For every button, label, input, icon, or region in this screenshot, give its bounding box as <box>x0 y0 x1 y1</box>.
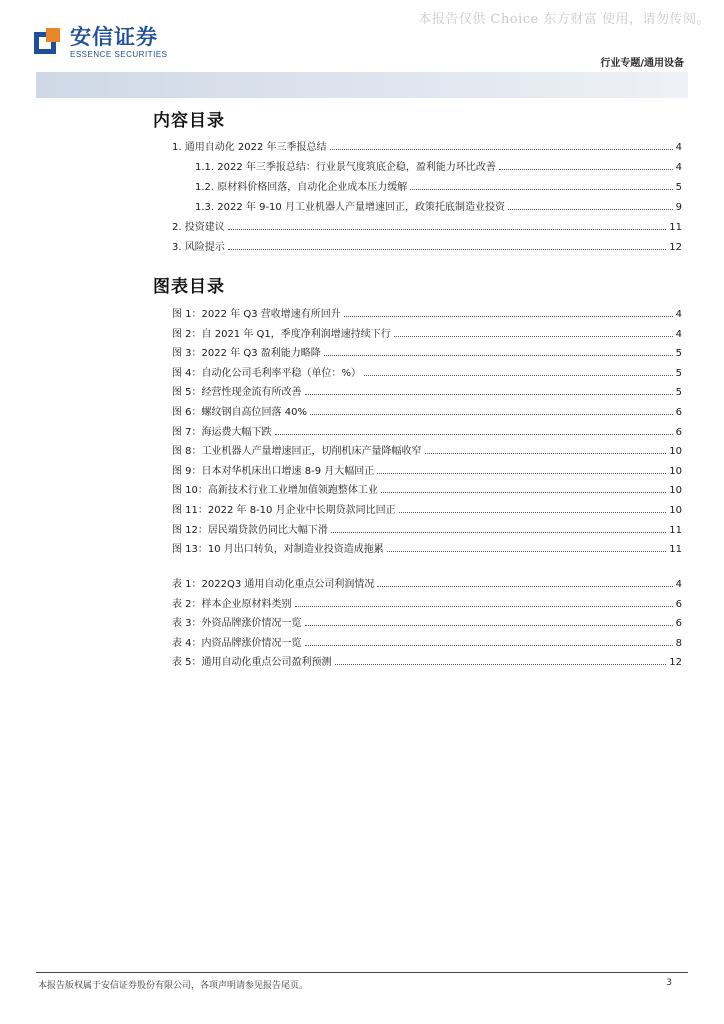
toc-item[interactable]: 1. 通用自动化 2022 年三季报总结 4 <box>172 137 682 157</box>
table-item[interactable]: 表 1：2022Q3 通用自动化重点公司利润情况 4 <box>172 575 682 595</box>
table-item[interactable]: 表 4：内资品牌涨价情况一览 8 <box>172 634 682 654</box>
watermark: 本报告仅供 Choice 东方财富 使用，请勿传阅。 <box>418 12 710 27</box>
figure-item[interactable]: 图 6：螺纹钢自高位回落 40% 6 <box>172 403 682 423</box>
toc-item[interactable]: 1.3. 2022 年 9-10 月工业机器人产量增速回正，政策托底制造业投资 9 <box>172 197 682 217</box>
toc-item[interactable]: 1.2. 原材料价格回落，自动化企业成本压力缓解 5 <box>172 177 682 197</box>
table-item[interactable]: 表 2：样本企业原材料类别 6 <box>172 595 682 615</box>
toc-item[interactable]: 3. 风险提示 12 <box>172 237 682 257</box>
header-band <box>36 72 688 98</box>
figures-list <box>172 305 682 560</box>
footer-divider <box>36 972 688 973</box>
table-item[interactable]: 表 5：通用自动化重点公司盈利预测 12 <box>172 653 682 673</box>
figure-item[interactable]: 图 11：2022 年 8-10 月企业中长期贷款同比回正 10 <box>172 501 682 521</box>
report-category: 行业专题/通用设备 <box>600 58 684 69</box>
logo-icon <box>34 28 64 58</box>
figure-item[interactable]: 图 5：经营性现金流有所改善 5 <box>172 383 682 403</box>
footer-disclaimer: 本报告版权属于安信证券股份有限公司，各项声明请参见报告尾页。 <box>38 981 309 991</box>
page-number: 3 <box>666 978 672 988</box>
figure-item[interactable]: 图 3：2022 年 Q3 盈利能力略降 5 <box>172 344 682 364</box>
figure-item[interactable]: 图 1：2022 年 Q3 营收增速有所回升 4 <box>172 305 682 325</box>
brand-name-cn: 安信证券 <box>70 25 158 49</box>
contents-title: 内容目录 <box>153 111 225 131</box>
toc-item[interactable]: 1.1. 2022 年三季报总结：行业景气度筑底企稳，盈利能力环比改善 4 <box>172 157 682 177</box>
table-item[interactable]: 表 3：外资品牌涨价情况一览 6 <box>172 614 682 634</box>
figures-title: 图表目录 <box>153 277 225 297</box>
toc-item[interactable]: 2. 投资建议 11 <box>172 217 682 237</box>
figure-item[interactable]: 图 8：工业机器人产量增速回正，切削机床产量降幅收窄 10 <box>172 442 682 462</box>
figure-item[interactable]: 图 2：自 2021 年 Q1，季度净利润增速持续下行 4 <box>172 325 682 345</box>
figure-item[interactable]: 图 7：海运费大幅下跌 6 <box>172 423 682 443</box>
figure-item[interactable]: 图 9：日本对华机床出口增速 8-9 月大幅回正 10 <box>172 462 682 482</box>
figure-item[interactable]: 图 12：居民端贷款仍同比大幅下滑 11 <box>172 521 682 541</box>
brand-name-en: ESSENCE SECURITIES <box>70 50 168 59</box>
contents-list <box>172 137 682 257</box>
figure-item[interactable]: 图 4：自动化公司毛利率平稳（单位：%） 5 <box>172 364 682 384</box>
tables-list <box>172 575 682 673</box>
figure-item[interactable]: 图 13：10 月出口转负，对制造业投资造成拖累 11 <box>172 540 682 560</box>
figure-item[interactable]: 图 10：高新技术行业工业增加值领跑整体工业 10 <box>172 481 682 501</box>
company-logo <box>34 26 167 60</box>
